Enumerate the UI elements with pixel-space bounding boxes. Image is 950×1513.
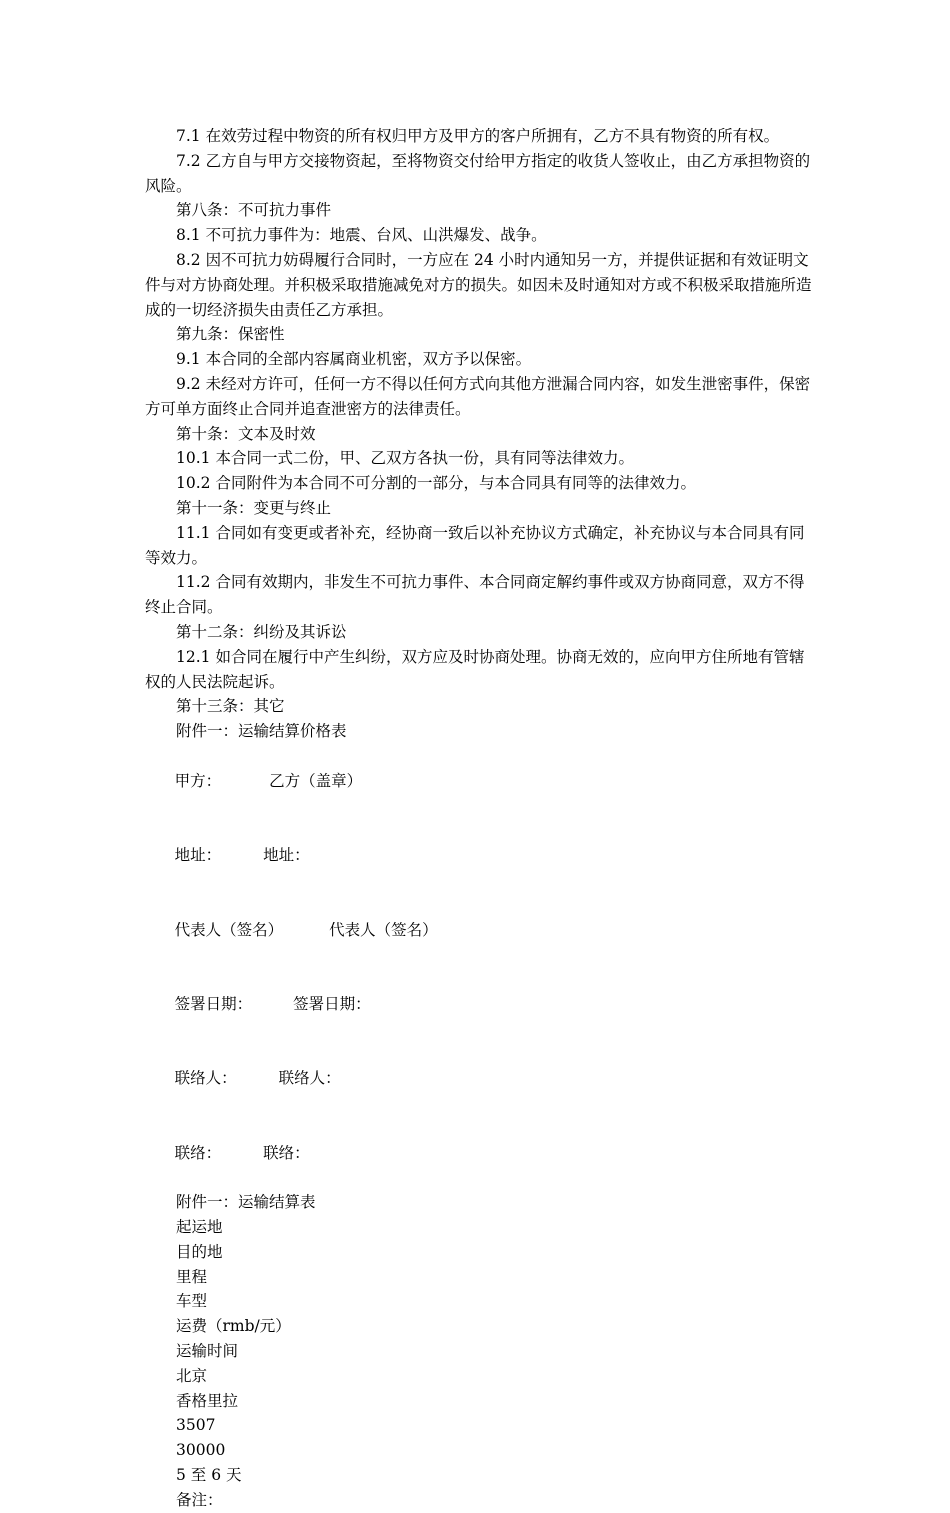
article-10-heading: 第十条：文本及时效	[176, 424, 316, 443]
table-header-distance: 里程	[176, 1267, 208, 1286]
table-header-vehicle-type: 车型	[176, 1292, 208, 1311]
appendix-table-title: 附件一：运输结算表	[176, 1193, 316, 1212]
table-cell-freight: 30000	[176, 1441, 226, 1460]
table-header-freight: 运费（rmb/元）	[176, 1317, 291, 1336]
appendix-price-table-title: 附件一：运输结算价格表	[176, 722, 347, 741]
signature-right: 签署日期：	[293, 994, 371, 1013]
table-cell-origin: 北京	[176, 1366, 208, 1385]
clause-11-1: 11.1 合同如有变更或者补充，经协商一致后以补充协议方式确定，补充协议与本合同具有同等效力。	[145, 523, 805, 567]
article-12-heading: 第十二条：纠纷及其诉讼	[176, 622, 347, 641]
table-header-origin: 起运地	[176, 1218, 223, 1237]
signature-right: 联络：	[263, 1143, 310, 1162]
table-header-destination: 目的地	[176, 1242, 223, 1261]
signature-right: 乙方（盖章）	[269, 771, 363, 790]
signature-right: 联络人：	[278, 1069, 341, 1088]
clause-10-2: 10.2 合同附件为本合同不可分割的一部分，与本合同具有同等的法律效力。	[176, 474, 696, 493]
article-11-heading: 第十一条：变更与终止	[176, 498, 332, 517]
signature-row-contact	[145, 1116, 817, 1190]
signature-row-date	[145, 967, 817, 1041]
signature-left: 签署日期：	[174, 994, 253, 1013]
clause-9-1: 9.1 本合同的全部内容属商业机密，双方予以保密。	[176, 350, 532, 369]
signature-row-representative	[145, 893, 817, 967]
clause-12-1: 12.1 如合同在履行中产生纠纷，双方应及时协商处理。协商无效的，应向甲方住所地有管辖权的人民法院起诉。	[145, 647, 805, 691]
signature-right: 代表人（签名）	[329, 920, 438, 939]
clause-10-1: 10.1 本合同一式二份，甲、乙双方各执一份，具有同等法律效力。	[176, 449, 634, 468]
signature-left: 代表人（签名）	[174, 920, 284, 939]
article-13-heading: 第十三条：其它	[176, 697, 285, 716]
signature-left: 甲方：	[174, 771, 222, 790]
signature-row-contact-person	[145, 1041, 817, 1115]
clause-7-2: 7.2 乙方自与甲方交接物资起，至将物资交付给甲方指定的收货人签收止，由乙方承担物资的风险。	[145, 151, 811, 195]
table-cell-transit-time: 5 至 6 天	[176, 1466, 242, 1485]
article-9-heading: 第九条：保密性	[176, 325, 285, 344]
clause-9-2: 9.2 未经对方许可，任何一方不得以任何方式向其他方泄漏合同内容，如发生泄密事件，保密方可单方面终止合同并追查泄密方的法律责任。	[145, 374, 811, 418]
remarks-label: 备注：	[176, 1490, 223, 1509]
clause-11-2: 11.2 合同有效期内，非发生不可抗力事件、本合同商定解约事件或双方协商同意，双方不得终止合同。	[145, 573, 805, 617]
signature-left: 地址：	[174, 846, 222, 865]
table-cell-distance: 3507	[176, 1416, 216, 1435]
signature-left: 联络人：	[174, 1069, 237, 1088]
table-header-transit-time: 运输时间	[176, 1342, 239, 1361]
clause-7-1: 7.1 在效劳过程中物资的所有权归甲方及甲方的客户所拥有，乙方不具有物资的所有权。	[176, 127, 780, 145]
signature-row-party	[145, 744, 817, 818]
clause-8-2: 8.2 因不可抗力妨碍履行合同时，一方应在 24 小时内通知另一方，并提供证据和有效证明文件与对方协商处理。并积极采取措施减免对方的损失。如因未及时通知对方或不积极采取措施所造成的一切经济损失由责任乙方承担。	[145, 250, 812, 319]
signature-right: 地址：	[263, 846, 310, 865]
signature-row-address	[145, 818, 817, 892]
document-body	[145, 124, 817, 1513]
article-8-heading: 第八条：不可抗力事件	[176, 201, 332, 220]
signature-left: 联络：	[174, 1143, 222, 1162]
table-cell-destination: 香格里拉	[176, 1391, 239, 1410]
clause-8-1: 8.1 不可抗力事件为：地震、台风、山洪爆发、战争。	[176, 226, 547, 245]
